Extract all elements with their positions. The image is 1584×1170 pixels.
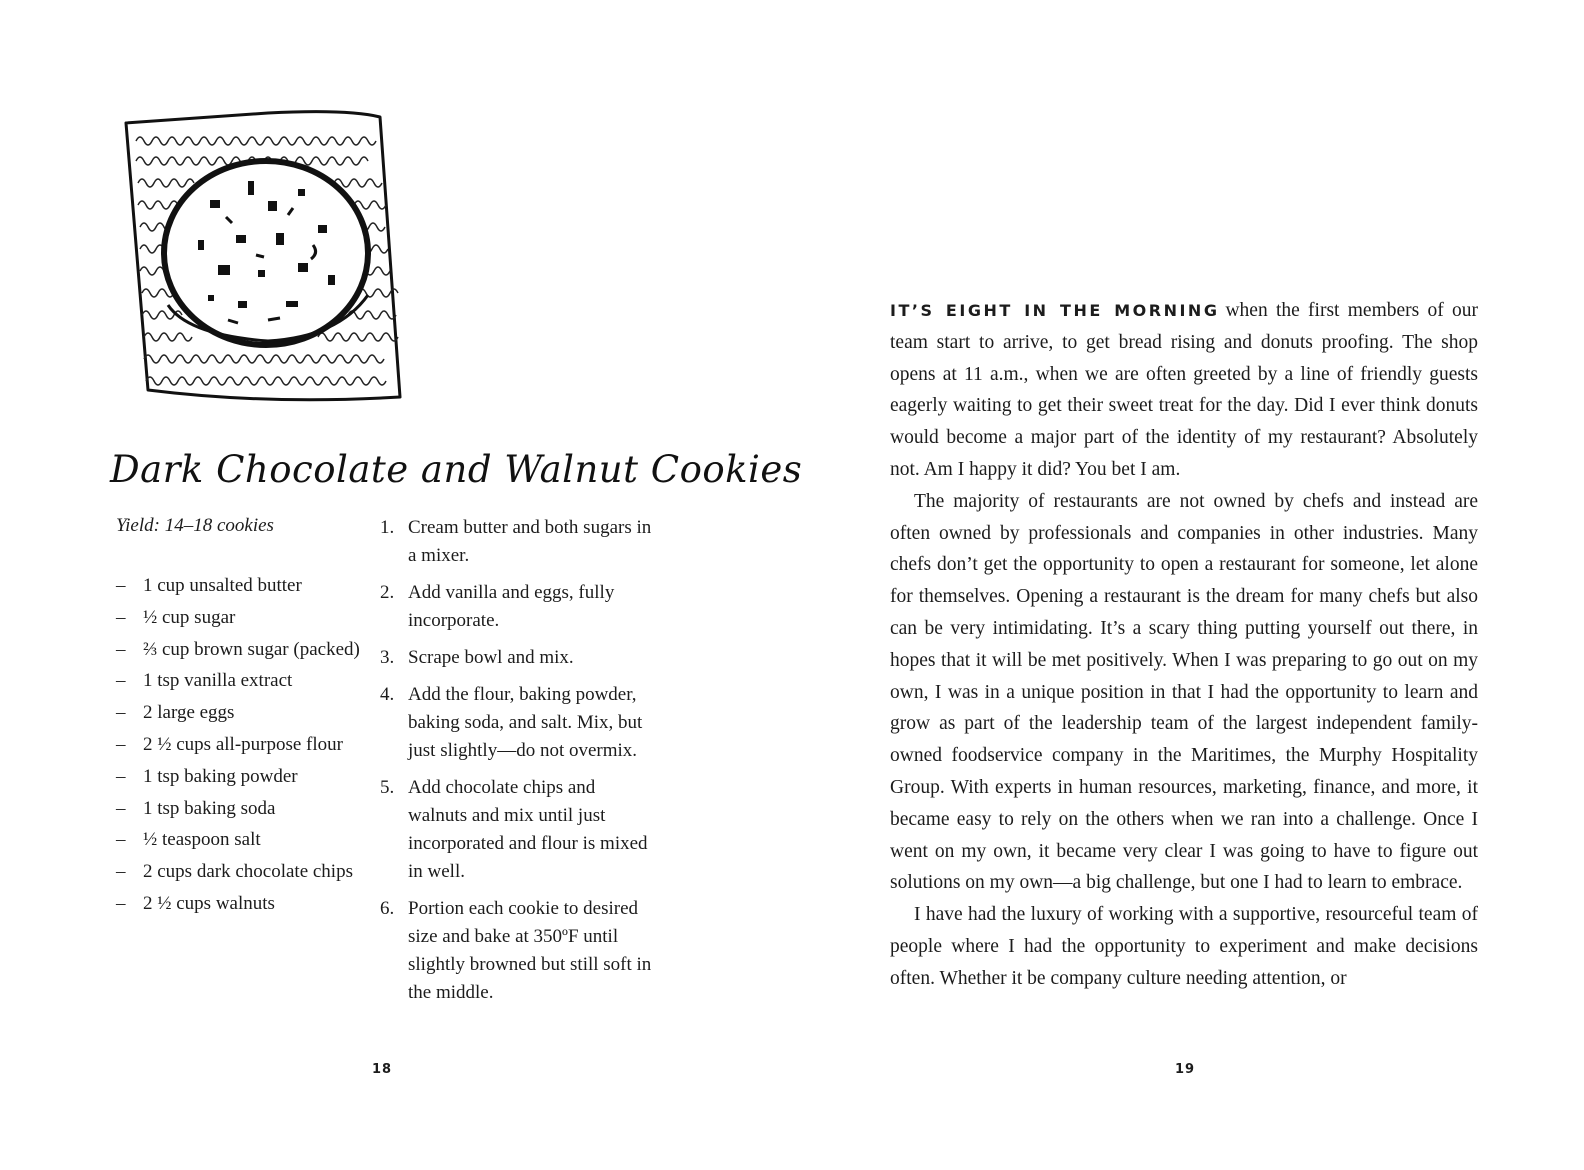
ingredient-text: ½ teaspoon salt bbox=[143, 829, 261, 851]
ingredient-dash: – bbox=[116, 861, 126, 883]
step-text: Add vanilla and eggs, fully incorporate. bbox=[408, 582, 615, 631]
ingredient-dash: – bbox=[116, 797, 126, 819]
ingredient-item bbox=[116, 729, 376, 761]
page-number-left: 18 bbox=[372, 1062, 393, 1077]
step-number: 2. bbox=[380, 582, 395, 603]
ingredient-dash: – bbox=[116, 606, 126, 628]
instruction-step bbox=[380, 579, 655, 635]
step-number: 6. bbox=[380, 898, 395, 919]
step-text: Add the flour, baking powder, baking soda, and salt. Mix, but just slightly—do not overmix. bbox=[408, 684, 643, 761]
instruction-step bbox=[380, 895, 655, 1007]
instruction-list bbox=[380, 514, 655, 1016]
paragraph-1-text: when the first members of our team start to arrive, to get bread rising and donuts proofing. The shop opens at 11 a.m., when we are often greeted by a line of friendly guests eagerly waiting to get their sweet treat for the day. Did I ever think donuts would become a major part of the identity of my restaurant? Absolutely not. Am I happy it did? You bet I am. bbox=[890, 300, 1479, 480]
ingredient-list bbox=[116, 570, 376, 920]
instruction-step bbox=[380, 681, 655, 765]
ingredient-item bbox=[116, 888, 376, 920]
ingredient-item bbox=[116, 856, 376, 888]
step-text: Scrape bowl and mix. bbox=[408, 647, 574, 668]
ingredient-item bbox=[116, 602, 376, 634]
recipe-yield: Yield: 14–18 cookies bbox=[116, 515, 274, 536]
ingredient-dash: – bbox=[116, 892, 126, 914]
ingredient-text: 2 ½ cups walnuts bbox=[143, 892, 275, 914]
body-text bbox=[890, 295, 1478, 995]
ingredient-item bbox=[116, 665, 376, 697]
ingredient-item bbox=[116, 697, 376, 729]
ingredient-text: ⅔ cup brown sugar (packed) bbox=[143, 638, 360, 660]
step-text: Add chocolate chips and walnuts and mix until just incorporated and flour is mixed in well. bbox=[408, 777, 648, 882]
ingredient-item bbox=[116, 761, 376, 793]
ingredient-item bbox=[116, 824, 376, 856]
ingredient-dash: – bbox=[116, 829, 126, 851]
ingredient-dash: – bbox=[116, 670, 126, 692]
ingredient-dash: – bbox=[116, 702, 126, 724]
ingredient-dash: – bbox=[116, 733, 126, 755]
ingredient-text: 1 tsp baking powder bbox=[143, 765, 298, 787]
step-number: 5. bbox=[380, 777, 395, 798]
ingredient-dash: – bbox=[116, 575, 126, 596]
page-number-right: 19 bbox=[1175, 1062, 1196, 1077]
ingredient-text: 2 large eggs bbox=[143, 702, 235, 724]
ingredient-item bbox=[116, 570, 376, 602]
step-number: 1. bbox=[380, 517, 395, 538]
ingredient-text: 2 cups dark chocolate chips bbox=[143, 861, 353, 883]
ingredient-text: 2 ½ cups all-purpose flour bbox=[143, 733, 343, 755]
step-text: Cream butter and both sugars in a mixer. bbox=[408, 517, 652, 566]
ingredient-text: ½ cup sugar bbox=[143, 606, 236, 628]
ingredient-text: 1 tsp baking soda bbox=[143, 797, 276, 819]
paragraph-1 bbox=[890, 295, 1478, 486]
ingredient-item bbox=[116, 793, 376, 825]
step-number: 3. bbox=[380, 647, 395, 668]
step-text: Portion each cookie to desired size and bake at 350ºF until slightly browned but still soft in the middle. bbox=[408, 898, 652, 1003]
paragraph-2: The majority of restaurants are not owned by chefs and instead are often owned by professionals and companies in other industries. Many chefs don’t get the opportunity to open a restaurant for someone, let alone for themselves. Opening a restaurant is the dream for many chefs but also can be very intimidating. It’s a scary thing putting yourself out there, in hopes that it will be met positively. When I was preparing to go out on my own, I was in a unique position in that I had the opportunity to learn and grow as part of the leadership team of the largest independent family-owned foodservice company in the Maritimes, the Murphy Hospitality Group. With experts in human resources, marketing, finance, and more, it became easy to rely on the others when we ran into a challenge. Once I went on my own, it became very clear I was going to have to figure out solutions on my own—a big challenge, but one I had to learn to embrace. bbox=[890, 490, 1478, 894]
instruction-step bbox=[380, 774, 655, 886]
lead-in: IT’S EIGHT IN THE MORNING bbox=[890, 301, 1220, 320]
recipe-title: Dark Chocolate and Walnut Cookies bbox=[110, 448, 803, 491]
instruction-step bbox=[380, 514, 655, 570]
ingredient-dash: – bbox=[116, 638, 126, 660]
paragraph-3: I have had the luxury of working with a supportive, resourceful team of people where I had the opportunity to experiment and make decisions often. Whether it be company culture needing attention, or bbox=[890, 904, 1478, 989]
instruction-step bbox=[380, 644, 655, 672]
ingredient-dash: – bbox=[116, 765, 126, 787]
cookie-illustration bbox=[118, 105, 408, 410]
ingredient-text: 1 cup unsalted butter bbox=[143, 575, 302, 596]
ingredient-text: 1 tsp vanilla extract bbox=[143, 670, 293, 692]
step-number: 4. bbox=[380, 684, 395, 705]
ingredient-item bbox=[116, 634, 376, 666]
